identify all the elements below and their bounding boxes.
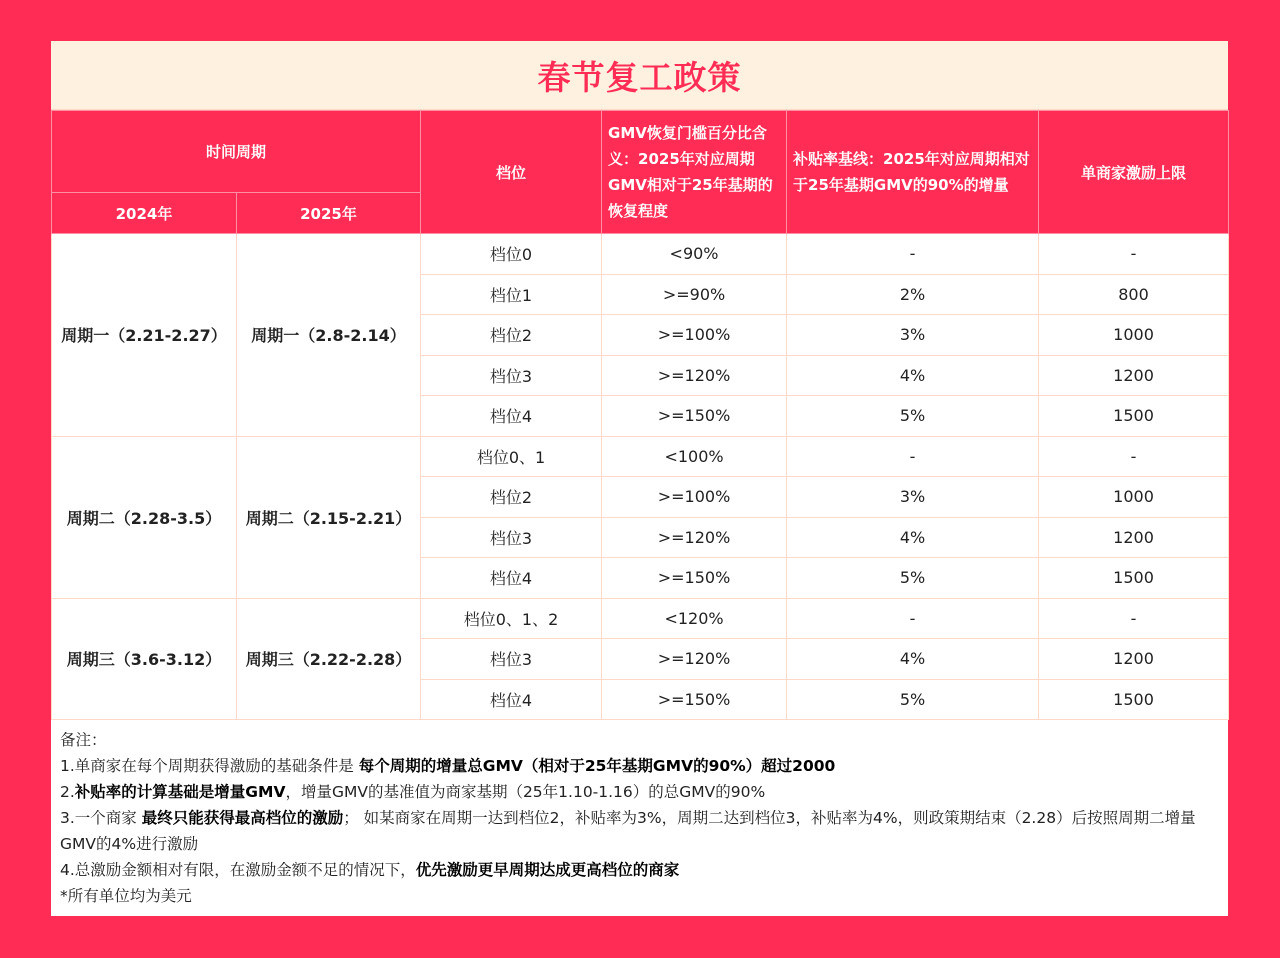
tier-cell: 档位3 bbox=[421, 517, 602, 558]
tier-cell: 档位4 bbox=[421, 679, 602, 720]
cap-cell: - bbox=[1039, 436, 1229, 477]
subsidy-cell: 3% bbox=[787, 477, 1039, 518]
notes-section bbox=[51, 720, 1228, 909]
tier-cell: 档位2 bbox=[421, 315, 602, 356]
cap-cell: 1000 bbox=[1039, 315, 1229, 356]
note-5: *所有单位均为美元 bbox=[60, 887, 192, 905]
cap-cell: 1200 bbox=[1039, 639, 1229, 680]
subsidy-cell: 4% bbox=[787, 517, 1039, 558]
threshold-cell: >=100% bbox=[602, 477, 787, 518]
threshold-cell: <90% bbox=[602, 234, 787, 275]
subsidy-cell: 4% bbox=[787, 355, 1039, 396]
header-threshold: GMV恢复门槛百分比含义：2025年对应周期GMV相对于25年基期的恢复程度 bbox=[602, 111, 787, 234]
tier-cell: 档位0 bbox=[421, 234, 602, 275]
threshold-cell: >=90% bbox=[602, 274, 787, 315]
threshold-cell: >=120% bbox=[602, 355, 787, 396]
cap-cell: 1000 bbox=[1039, 477, 1229, 518]
note-emphasis: 补贴率的计算基础是增量GMV bbox=[74, 783, 286, 801]
note-text: 4.总激励金额相对有限，在激励金额不足的情况下， bbox=[60, 861, 416, 879]
page-title: 春节复工政策 bbox=[537, 57, 742, 97]
tier-cell: 档位0、1、2 bbox=[421, 598, 602, 639]
subsidy-cell: 3% bbox=[787, 315, 1039, 356]
subsidy-cell: - bbox=[787, 234, 1039, 275]
cap-cell: - bbox=[1039, 234, 1229, 275]
threshold-cell: >=150% bbox=[602, 558, 787, 599]
subsidy-cell: 2% bbox=[787, 274, 1039, 315]
threshold-cell: <120% bbox=[602, 598, 787, 639]
tier-cell: 档位3 bbox=[421, 355, 602, 396]
subsidy-cell: 5% bbox=[787, 679, 1039, 720]
note-text: ，增量GMV的基准值为商家基期（25年1.10-1.16）的总GMV的90% bbox=[285, 783, 766, 801]
period-2024-cell: 周期二（2.28-3.5） bbox=[52, 436, 237, 598]
header-year-2025: 2025年 bbox=[237, 193, 421, 234]
note-text: ； 如某商家在周期一达到档位2，补贴率为3%，周期二达到档位3，补贴率为4%，则政策期结束（2.28）后按照周期二增量GMV的4%进行激励 bbox=[60, 809, 1196, 853]
threshold-cell: >=120% bbox=[602, 517, 787, 558]
header-cap: 单商家激励上限 bbox=[1039, 111, 1229, 234]
subsidy-cell: 4% bbox=[787, 639, 1039, 680]
subsidy-cell: 5% bbox=[787, 396, 1039, 437]
header-time-period: 时间周期 bbox=[52, 111, 421, 193]
cap-cell: 1200 bbox=[1039, 517, 1229, 558]
table-row bbox=[52, 234, 1229, 275]
threshold-cell: >=150% bbox=[602, 396, 787, 437]
note-text: 3.一个商家 bbox=[60, 809, 142, 827]
period-2025-cell: 周期三（2.22-2.28） bbox=[237, 598, 421, 720]
tier-cell: 档位3 bbox=[421, 639, 602, 680]
table-row bbox=[52, 598, 1229, 639]
header-year-2024: 2024年 bbox=[52, 193, 237, 234]
tier-cell: 档位2 bbox=[421, 477, 602, 518]
note-emphasis: 最终只能获得最高档位的激励 bbox=[141, 809, 344, 827]
period-2025-cell: 周期二（2.15-2.21） bbox=[237, 436, 421, 598]
period-2024-cell: 周期一（2.21-2.27） bbox=[52, 234, 237, 437]
notes-label: 备注： bbox=[60, 731, 107, 749]
tier-cell: 档位0、1 bbox=[421, 436, 602, 477]
cap-cell: 1200 bbox=[1039, 355, 1229, 396]
subsidy-cell: 5% bbox=[787, 558, 1039, 599]
period-2024-cell: 周期三（3.6-3.12） bbox=[52, 598, 237, 720]
note-text: 1.单商家在每个周期获得激励的基础条件是 bbox=[60, 757, 359, 775]
period-2025-cell: 周期一（2.8-2.14） bbox=[237, 234, 421, 437]
note-emphasis: 每个周期的增量总GMV（相对于25年基期GMV的90%）超过2000 bbox=[358, 757, 836, 775]
cap-cell: 1500 bbox=[1039, 558, 1229, 599]
note-text: 2. bbox=[60, 783, 75, 801]
threshold-cell: >=120% bbox=[602, 639, 787, 680]
table-row bbox=[52, 436, 1229, 477]
note-emphasis: 优先激励更早周期达成更高档位的商家 bbox=[415, 861, 680, 879]
cap-cell: 1500 bbox=[1039, 679, 1229, 720]
tier-cell: 档位4 bbox=[421, 396, 602, 437]
note-1 bbox=[60, 753, 1219, 779]
threshold-cell: <100% bbox=[602, 436, 787, 477]
subsidy-cell: - bbox=[787, 436, 1039, 477]
tier-cell: 档位4 bbox=[421, 558, 602, 599]
header-tier: 档位 bbox=[421, 111, 602, 234]
header-subsidy: 补贴率基线：2025年对应周期相对于25年基期GMV的90%的增量 bbox=[787, 111, 1039, 234]
cap-cell: 1500 bbox=[1039, 396, 1229, 437]
title-bar bbox=[51, 41, 1228, 110]
threshold-cell: >=100% bbox=[602, 315, 787, 356]
threshold-cell: >=150% bbox=[602, 679, 787, 720]
cap-cell: 800 bbox=[1039, 274, 1229, 315]
note-4 bbox=[60, 857, 1219, 883]
cap-cell: - bbox=[1039, 598, 1229, 639]
subsidy-cell: - bbox=[787, 598, 1039, 639]
policy-card bbox=[51, 41, 1228, 916]
tier-cell: 档位1 bbox=[421, 274, 602, 315]
note-3 bbox=[60, 805, 1219, 857]
policy-table bbox=[51, 110, 1229, 720]
note-2 bbox=[60, 779, 1219, 805]
